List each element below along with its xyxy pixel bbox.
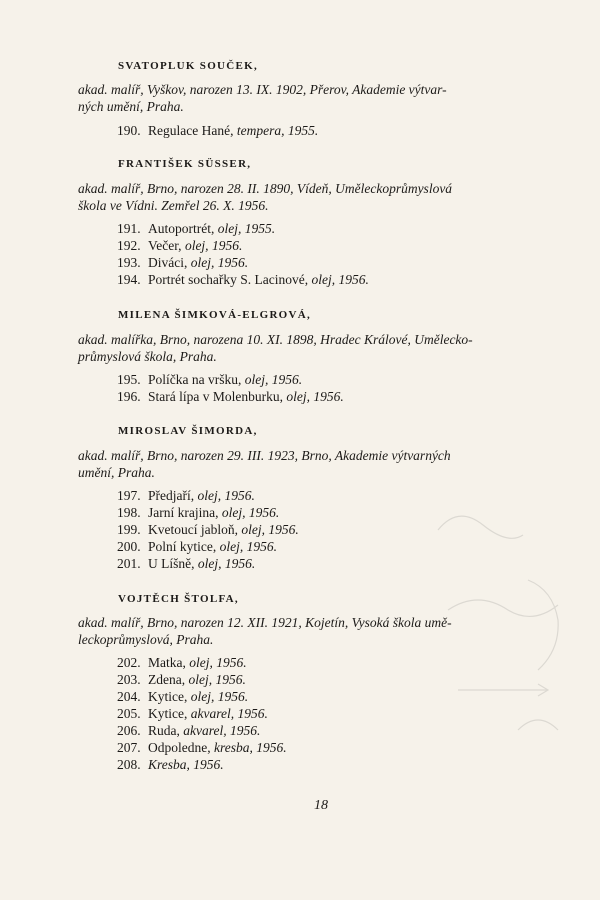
work-year: 1956. bbox=[338, 272, 369, 287]
works-list bbox=[117, 654, 287, 773]
work-title: Kytice, bbox=[148, 706, 188, 721]
work-number: 199. bbox=[117, 522, 141, 537]
bio-line: akad. malířka, Brno, narozena 10. XI. 1898, Hradec Králové, Umělecko- bbox=[78, 332, 473, 347]
work-number: 206. bbox=[117, 723, 141, 738]
bio-line: průmyslová škola, Praha. bbox=[78, 349, 217, 364]
work-title: Regulace Hané, bbox=[148, 123, 234, 138]
work-title: Ruda, bbox=[148, 723, 180, 738]
work-medium: olej, bbox=[197, 488, 222, 503]
work-medium: olej, bbox=[241, 522, 265, 537]
work-title: Portrét sochařky S. Lacinové, bbox=[148, 272, 309, 287]
work-medium: tempera, bbox=[236, 123, 285, 138]
work-year: 1956. bbox=[246, 539, 277, 554]
work-medium: Kresba, bbox=[148, 757, 190, 772]
work-year: 1956. bbox=[237, 706, 268, 721]
work-title: Večer, bbox=[148, 238, 182, 253]
work-title: Předjaří, bbox=[148, 488, 195, 503]
work-year: 1956. bbox=[224, 556, 256, 571]
work-title: Zdena, bbox=[148, 672, 186, 687]
bio-line: akad. malíř, Brno, narozen 28. II. 1890, Vídeň, Uměleckoprůmyslová bbox=[78, 181, 453, 196]
work-title: Matka, bbox=[148, 655, 186, 670]
work-medium: olej, bbox=[286, 389, 310, 404]
work-number: 208. bbox=[117, 757, 141, 772]
work-item bbox=[117, 388, 344, 405]
work-medium: olej, bbox=[244, 372, 269, 387]
work-number: 204. bbox=[117, 689, 141, 704]
work-year: 1956. bbox=[193, 757, 224, 772]
work-item bbox=[117, 237, 369, 254]
work-title: Odpoledne, bbox=[148, 740, 211, 755]
work-year: 1956. bbox=[313, 389, 344, 404]
artist-bio bbox=[78, 447, 576, 481]
work-item bbox=[117, 371, 344, 388]
bio-line: akad. malíř, Brno, narozen 12. XII. 1921, Kojetín, Vysoká škola umě- bbox=[78, 615, 452, 630]
work-medium: akvarel, bbox=[183, 723, 227, 738]
work-title: Polní kytice, bbox=[148, 539, 217, 554]
works-list bbox=[117, 220, 369, 288]
work-year: 1956. bbox=[211, 238, 243, 253]
artist-name: MILENA ŠIMKOVÁ-ELGROVÁ, bbox=[118, 309, 312, 321]
work-item bbox=[117, 504, 299, 521]
work-number: 195. bbox=[117, 372, 141, 387]
work-title: Autoportrét, bbox=[148, 221, 215, 236]
work-medium: olej, bbox=[190, 255, 215, 270]
work-medium: olej, bbox=[184, 238, 209, 253]
work-title: Stará lípa v Molenburku, bbox=[148, 389, 283, 404]
bio-line: akad. malíř, Brno, narozen 29. III. 1923, Brno, Akademie výtvarných bbox=[78, 448, 451, 463]
work-title: Diváci, bbox=[148, 255, 188, 270]
artist-name: MIROSLAV ŠIMORDA, bbox=[118, 425, 258, 437]
work-item bbox=[117, 254, 369, 271]
work-medium: kresba, bbox=[213, 740, 253, 755]
works-list bbox=[117, 122, 318, 139]
work-medium: olej, bbox=[190, 689, 215, 704]
work-medium: olej, bbox=[217, 221, 242, 236]
artist-bio bbox=[78, 614, 576, 648]
work-year: 1956. bbox=[224, 488, 255, 503]
artist-name: FRANTIŠEK SÜSSER, bbox=[118, 158, 252, 170]
work-item bbox=[117, 654, 287, 671]
work-number: 197. bbox=[117, 488, 141, 503]
work-title: Kvetoucí jabloň, bbox=[148, 522, 238, 537]
work-number: 192. bbox=[117, 238, 141, 253]
work-item bbox=[117, 122, 318, 139]
work-item bbox=[117, 688, 287, 705]
work-item bbox=[117, 271, 369, 288]
bio-line: akad. malíř, Vyškov, narozen 13. IX. 1902, Přerov, Akademie výtvar- bbox=[78, 82, 447, 97]
work-year: 1956. bbox=[271, 372, 303, 387]
work-item bbox=[117, 521, 299, 538]
work-title: Kytice, bbox=[148, 689, 188, 704]
artist-bio bbox=[78, 180, 576, 214]
work-item bbox=[117, 722, 287, 739]
work-number: 203. bbox=[117, 672, 141, 687]
bio-line: škola ve Vídni. Zemřel 26. X. 1956. bbox=[78, 198, 269, 213]
work-year: 1956. bbox=[268, 522, 299, 537]
work-number: 201. bbox=[117, 556, 141, 571]
artist-name: VOJTĚCH ŠTOLFA, bbox=[118, 593, 239, 605]
work-title: Jarní krajina, bbox=[148, 505, 219, 520]
work-year: 1956. bbox=[229, 723, 261, 738]
work-item bbox=[117, 538, 299, 555]
work-year: 1956. bbox=[217, 255, 249, 270]
work-number: 194. bbox=[117, 272, 141, 287]
bio-line: ných umění, Praha. bbox=[78, 99, 184, 114]
work-medium: olej, bbox=[219, 539, 244, 554]
work-item bbox=[117, 555, 299, 572]
artist-bio bbox=[78, 331, 576, 365]
artist-bio bbox=[78, 81, 576, 115]
work-year: 1955. bbox=[287, 123, 319, 138]
work-year: 1956. bbox=[215, 672, 246, 687]
work-number: 207. bbox=[117, 740, 141, 755]
work-medium: olej, bbox=[311, 272, 336, 287]
work-item bbox=[117, 220, 369, 237]
bio-line: umění, Praha. bbox=[78, 465, 155, 480]
work-year: 1955. bbox=[244, 221, 276, 236]
work-number: 190. bbox=[117, 123, 141, 138]
work-year: 1956. bbox=[248, 505, 280, 520]
work-number: 205. bbox=[117, 706, 141, 721]
work-item bbox=[117, 487, 299, 504]
work-number: 191. bbox=[117, 221, 141, 236]
work-title: U Líšně, bbox=[148, 556, 195, 571]
work-year: 1956. bbox=[217, 689, 249, 704]
work-year: 1956. bbox=[216, 655, 247, 670]
work-item bbox=[117, 739, 287, 756]
work-number: 198. bbox=[117, 505, 141, 520]
work-medium: olej, bbox=[188, 672, 213, 687]
page-number: 18 bbox=[314, 798, 328, 813]
work-medium: olej, bbox=[197, 556, 222, 571]
artist-name: SVATOPLUK SOUČEK, bbox=[118, 60, 259, 72]
work-number: 200. bbox=[117, 539, 141, 554]
work-item bbox=[117, 705, 287, 722]
work-medium: olej, bbox=[189, 655, 213, 670]
work-number: 193. bbox=[117, 255, 141, 270]
works-list bbox=[117, 487, 299, 572]
work-title: Políčka na vršku, bbox=[148, 372, 242, 387]
work-item bbox=[117, 756, 287, 773]
bio-line: leckoprůmyslová, Praha. bbox=[78, 632, 214, 647]
work-number: 196. bbox=[117, 389, 141, 404]
works-list bbox=[117, 371, 344, 405]
work-number: 202. bbox=[117, 655, 141, 670]
work-item bbox=[117, 671, 287, 688]
work-year: 1956. bbox=[256, 740, 287, 755]
work-medium: olej, bbox=[221, 505, 246, 520]
work-medium: akvarel, bbox=[190, 706, 235, 721]
